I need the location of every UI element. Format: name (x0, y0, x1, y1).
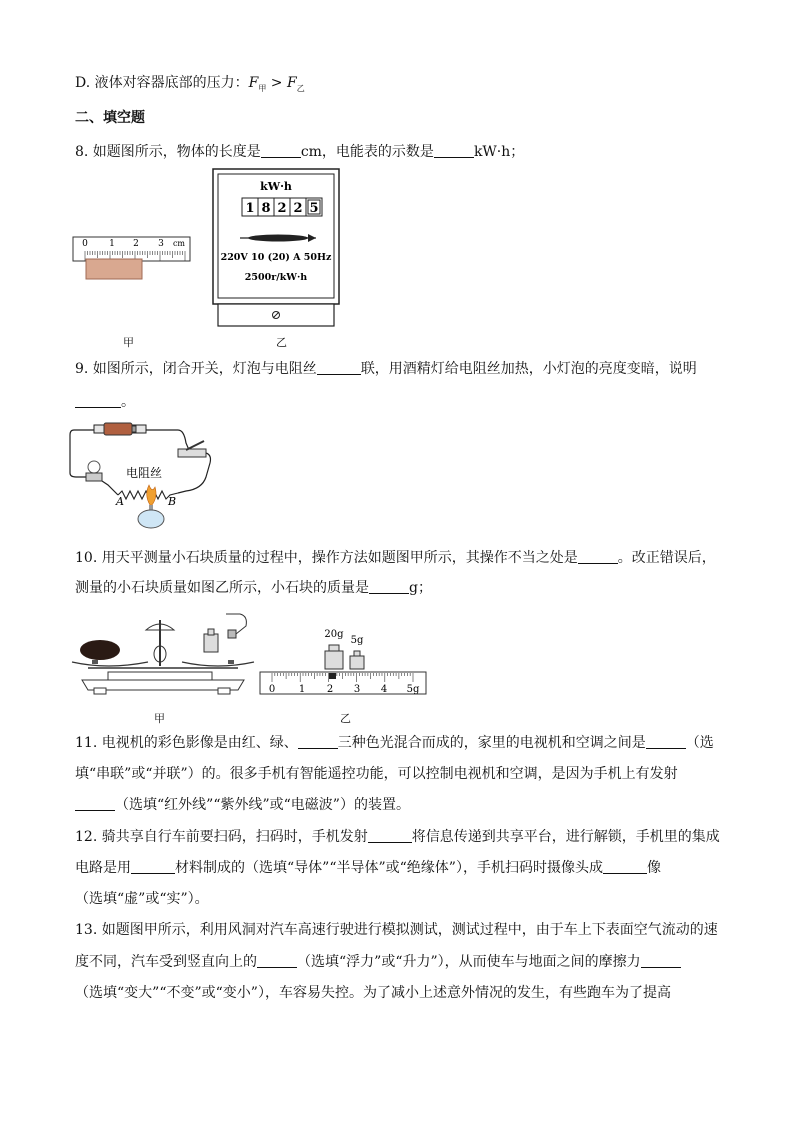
meter-spec: 220V 10 (20) A 50Hz (220, 252, 332, 263)
weight-20g-icon (325, 651, 343, 669)
q12-text-2: 将信息传递到共享平台，进行解锁，手机里的集成 (411, 829, 720, 845)
weight-5g-knob (354, 651, 360, 656)
answer-blank[interactable] (317, 360, 361, 375)
point-b-label: B (168, 495, 177, 508)
balance-adjust-nut (228, 660, 234, 664)
question-13-line-3: （选填“变大”“不变”或“变小”），车容易失控。为了减小上述意外情况的发生，有些跑车为了提高 (75, 985, 671, 1001)
option-d (75, 73, 305, 99)
question-10-line-1 (75, 548, 716, 568)
force-symbol-2: F (287, 75, 297, 91)
q11-text-4: （选填“红外线”“紫外线”或“电磁波”）的装置。 (115, 797, 410, 813)
left-pan (72, 662, 148, 666)
meter-rate: 2500r/kW·h (244, 272, 308, 283)
scale-label-5g: 5g (406, 684, 420, 695)
meter-digit-2: 2 (277, 201, 287, 216)
weight-20g-label: 20g (324, 629, 344, 640)
caption-yi: 乙 (276, 336, 287, 349)
question-8 (75, 142, 524, 162)
weights-scale-figure (258, 622, 428, 697)
bulb-icon (88, 461, 100, 473)
question-12-line-1 (75, 827, 720, 847)
question-12-line-3: （选填“虚”或“实”）。 (75, 891, 209, 907)
meter-digit-4: 5 (309, 201, 319, 216)
weight-5g-icon (350, 656, 364, 669)
q10-text-2: 。改正错误后， (617, 550, 716, 566)
ruler-unit: cm (172, 239, 186, 248)
answer-blank[interactable] (257, 953, 297, 968)
weight-icon (204, 634, 218, 652)
meter-digit-3: 2 (293, 201, 303, 216)
question-11-line-1 (75, 733, 714, 753)
q10-text-3: 测量的小石块质量如图乙所示，小石块的质量是 (75, 580, 369, 596)
caption-jia-2: 甲 (154, 712, 165, 725)
q10-text-4: g； (409, 580, 432, 596)
answer-blank[interactable] (646, 734, 686, 749)
scale-label-3: 3 (353, 684, 361, 695)
q13-text-2: （选填“浮力”或“升力”），从而使车与地面之间的摩擦力 (297, 954, 641, 970)
resistance-wire-label: 电阻丝 (126, 466, 163, 480)
caption-jia: 甲 (123, 336, 134, 349)
q13-text-1: 度不同，汽车受到竖直向上的 (75, 954, 257, 970)
meter-digit-0: 1 (245, 201, 255, 216)
q12-text-3: 电路是用 (75, 860, 131, 876)
point-a-label: A (116, 495, 124, 508)
measured-object (86, 259, 142, 279)
flame-icon (147, 485, 156, 505)
force-subscript-1: 甲 (258, 83, 267, 93)
force-symbol-1: F (248, 75, 259, 91)
q11-text-2: 三种色光混合而成的，家里的电视机和空调之间是 (337, 735, 646, 751)
q8-text-3: kW·h； (473, 144, 525, 160)
ruler-figure (70, 232, 195, 282)
question-10-line-2 (75, 578, 432, 598)
answer-blank[interactable] (261, 143, 301, 158)
answer-blank[interactable] (75, 393, 121, 408)
stone-icon (80, 640, 120, 660)
scale-label-1: 1 (298, 684, 306, 695)
battery-icon (104, 423, 132, 435)
q9-text-1: 9. 如图所示，闭合开关，灯泡与电阻丝 (75, 361, 317, 377)
answer-blank[interactable] (641, 953, 681, 968)
bulb-holder (86, 473, 102, 481)
scale-label-2: 2 (326, 684, 334, 695)
ruler-label-1: 1 (109, 239, 115, 249)
question-11-line-2: 填“串联”或“并联”）的。很多手机有智能遥控功能，可以控制电视机和空调，是因为手机上有发射 (75, 766, 678, 782)
question-12-line-2 (75, 858, 661, 878)
switch-base (178, 449, 206, 457)
greater-than: > (266, 75, 287, 91)
circuit-wire (146, 430, 189, 450)
caption-yi-2: 乙 (340, 712, 351, 725)
answer-blank[interactable] (369, 579, 409, 594)
ruler-label-2: 2 (133, 239, 139, 249)
battery-terminal (132, 426, 136, 432)
weight-5g-label: 5g (350, 635, 364, 646)
q8-text-1: 8. 如题图所示，物体的长度是 (75, 144, 261, 160)
q11-text-1: 11. 电视机的彩色影像是由红、绿、 (75, 735, 298, 751)
option-d-text: D. 液体对容器底部的压力： (75, 75, 249, 91)
weight-20g-knob (329, 645, 339, 651)
circuit-figure (66, 415, 216, 530)
answer-blank[interactable] (131, 859, 175, 874)
force-subscript-2: 乙 (296, 83, 305, 93)
ruler-label-0: 0 (82, 239, 88, 249)
question-9-line-2 (75, 392, 135, 412)
section-title: 二、填空题 (75, 110, 145, 126)
balance-foot (94, 688, 106, 694)
answer-blank[interactable] (434, 143, 474, 158)
scale-label-0: 0 (268, 684, 276, 695)
right-pan (182, 662, 254, 666)
meter-digit-1: 8 (261, 201, 271, 216)
q9-text-3: 。 (121, 394, 135, 410)
answer-blank[interactable] (578, 549, 618, 564)
scale-label-4: 4 (380, 684, 388, 695)
circuit-wire (178, 453, 211, 493)
energy-meter (212, 168, 340, 330)
rider-icon (329, 673, 336, 679)
answer-blank[interactable] (603, 859, 647, 874)
balance-scale-bar (108, 672, 212, 680)
weight-knob (208, 629, 214, 635)
question-13-line-2 (75, 952, 681, 972)
q9-text-2: 联，用酒精灯给电阻丝加热，小灯泡的亮度变暗，说明 (360, 361, 697, 377)
q11-text-3: （选 (685, 735, 714, 751)
alcohol-lamp-icon (138, 510, 164, 528)
beam-scale (260, 672, 426, 694)
q8-text-2: cm，电能表的示数是 (300, 144, 434, 160)
balance-figure (68, 606, 263, 701)
q12-text-1: 12. 骑共享自行车前要扫码，扫码时，手机发射 (75, 829, 368, 845)
ruler-label-3: 3 (158, 239, 164, 249)
answer-blank[interactable] (368, 828, 412, 843)
q12-text-5: 像 (646, 860, 661, 876)
answer-blank[interactable] (298, 734, 338, 749)
q10-text-1: 10. 用天平测量小石块质量的过程中，操作方法如题图甲所示，其操作不当之处是 (75, 550, 578, 566)
question-11-line-3 (75, 795, 410, 815)
question-13-line-1: 13. 如题图甲所示，利用风洞对汽车高速行驶进行模拟测试，测试过程中，由于车上下表面空气流动的速 (75, 922, 718, 938)
balance-foot (218, 688, 230, 694)
meter-unit: kW·h (260, 180, 292, 193)
balance-adjust-nut (92, 660, 98, 664)
answer-blank[interactable] (75, 796, 115, 811)
question-9-line-1 (75, 359, 697, 379)
weight-in-hand (228, 630, 236, 638)
q12-text-4: 材料制成的（选填“导体”“半导体”或“绝缘体”），手机扫码时摄像头成 (175, 860, 603, 876)
circuit-wire (102, 481, 118, 495)
